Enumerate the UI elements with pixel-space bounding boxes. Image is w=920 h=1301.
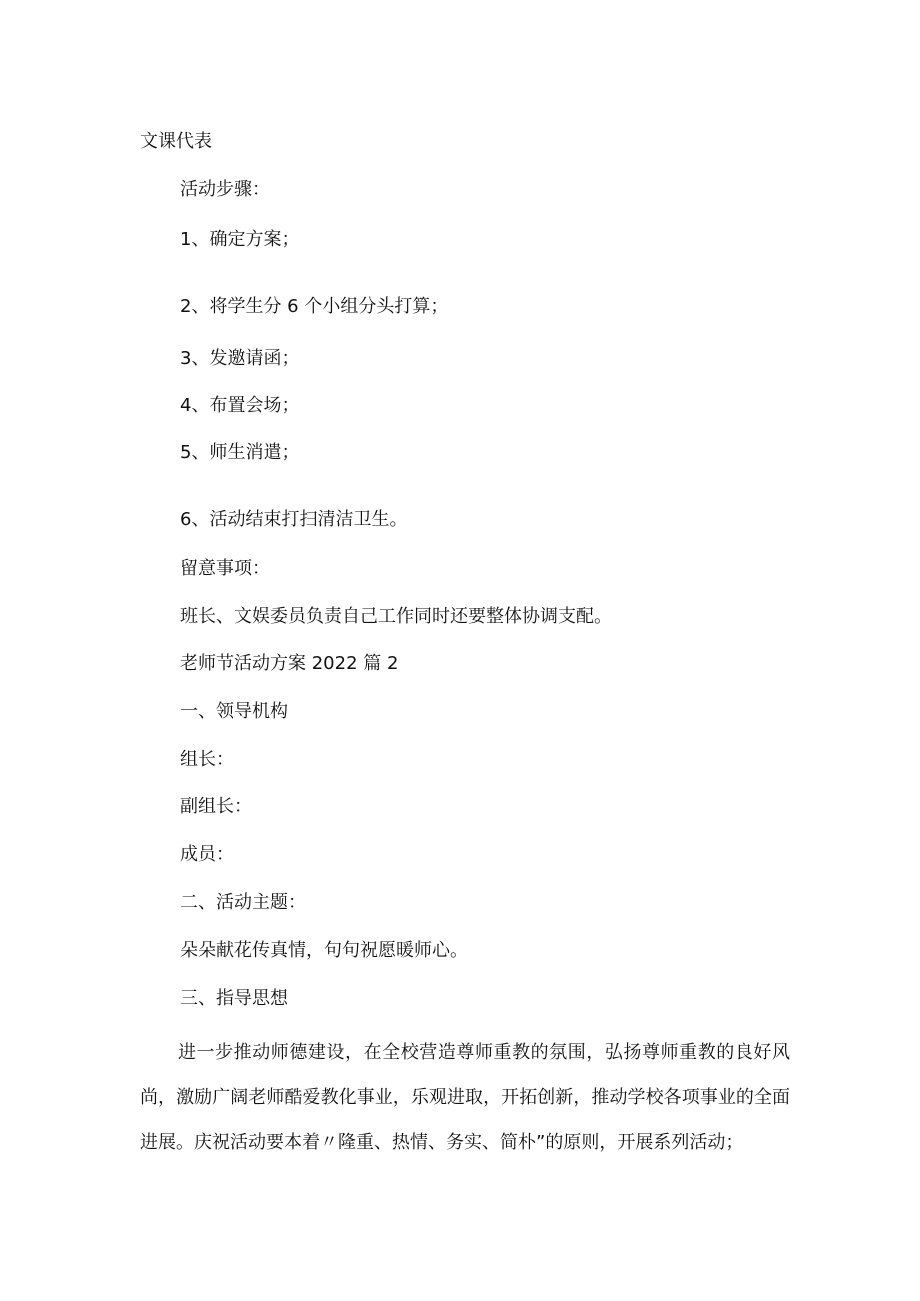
- text-line: 文课代表: [140, 131, 212, 152]
- list-item: 6、活动结束打扫清洁卫生。: [180, 509, 408, 530]
- section-heading: 一、领导机构: [180, 701, 288, 722]
- list-item: 1、确定方案；: [180, 229, 300, 250]
- text-line: 成员：: [180, 844, 234, 865]
- list-item: 4、布置会场；: [180, 395, 300, 416]
- section-heading: 老师节活动方案 2022 篇 2: [180, 653, 399, 674]
- text-line: 留意事项：: [180, 558, 270, 579]
- body-paragraph: 进一步推动师德建设，在全校营造尊师重教的氛围，弘扬尊师重教的良好风尚，激励广阔老师酷爱教化事业，乐观进取，开拓创新，推动学校各项事业的全面进展。庆祝活动要本着〃隆重、热情、务实、简朴”的原则，开展系列活动；: [140, 1042, 790, 1153]
- list-item: 3、发邀请函；: [180, 348, 300, 369]
- text-line: 班长、文娱委员负责自己工作同时还要整体协调支配。: [180, 606, 612, 627]
- list-item: 2、将学生分 6 个小组分头打算；: [180, 296, 449, 317]
- list-item: 5、师生消遣；: [180, 442, 300, 463]
- section-heading: 二、活动主题：: [180, 892, 306, 913]
- text-line: 副组长：: [180, 796, 252, 817]
- text-line: 活动步骤：: [180, 179, 270, 200]
- text-line: 组长：: [180, 749, 234, 770]
- text-line: 朵朵献花传真情，句句祝愿暖师心。: [180, 940, 468, 961]
- section-heading: 三、指导思想: [180, 988, 288, 1009]
